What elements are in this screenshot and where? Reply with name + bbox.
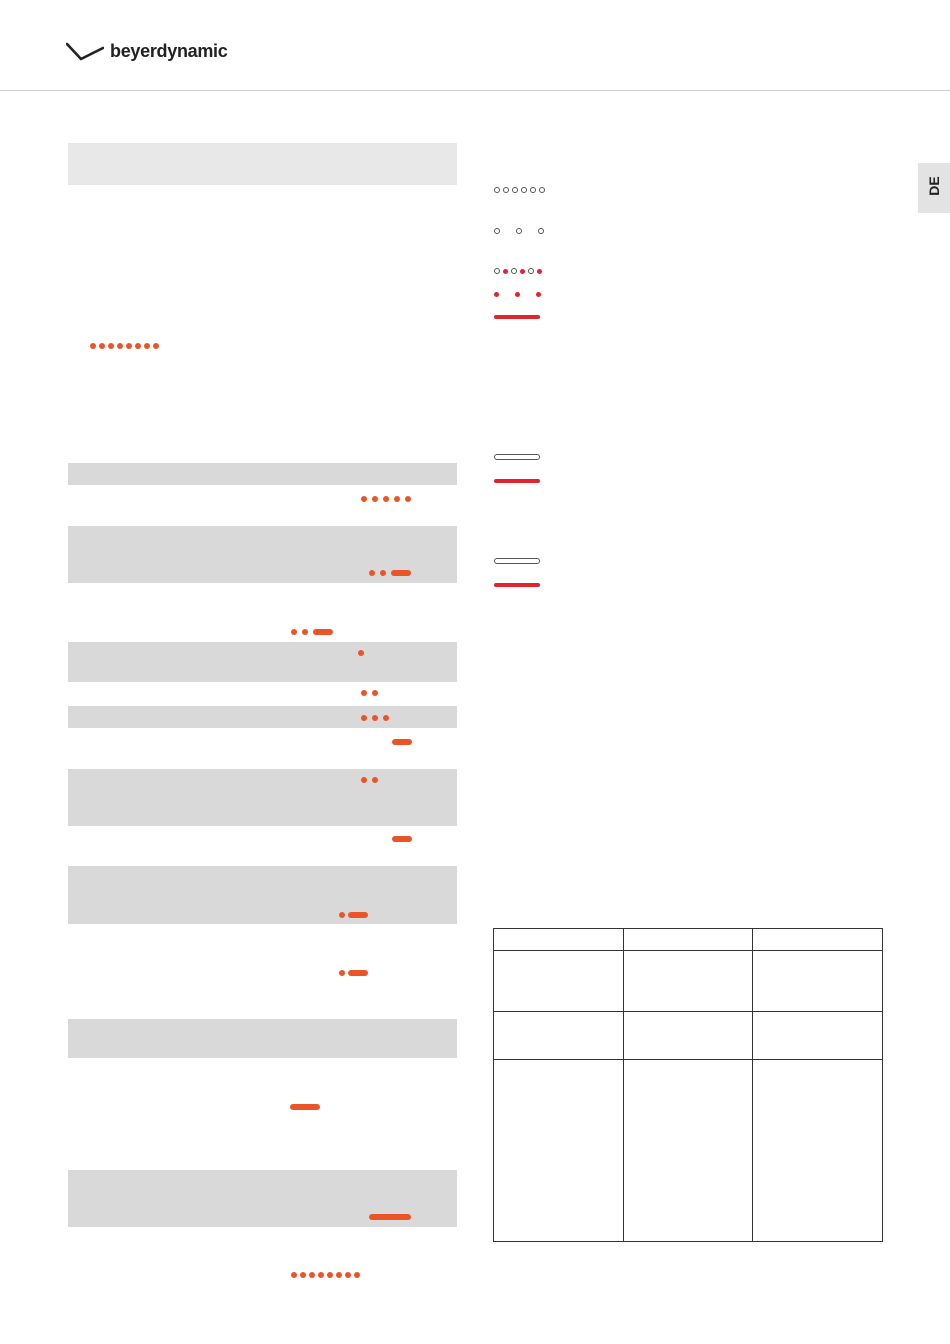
table-row	[494, 1060, 883, 1242]
table-cell	[494, 929, 624, 951]
table-row	[494, 929, 883, 951]
led-outline-dot	[512, 187, 518, 193]
led-dot	[354, 1272, 360, 1278]
led-outline-dot	[539, 187, 545, 193]
led-red-dot	[503, 269, 508, 274]
led-legend-solid-red-bar	[494, 479, 540, 483]
led-long	[392, 836, 412, 842]
led-legend-alternating-dots	[494, 268, 542, 274]
table-row-band	[68, 642, 457, 682]
led-dot	[372, 690, 378, 696]
led-pattern-row-12	[290, 1104, 320, 1110]
led-pattern-row-3	[291, 629, 333, 635]
led-outline-dot	[516, 228, 522, 234]
led-dot	[99, 343, 105, 349]
brand-name: beyerdynamic	[110, 41, 228, 61]
table-cell	[753, 1060, 883, 1242]
table-cell	[753, 929, 883, 951]
led-dot	[372, 715, 378, 721]
led-pattern-row-10	[339, 912, 368, 918]
table-cell	[623, 1012, 753, 1060]
led-dot	[327, 1272, 333, 1278]
table-cell	[623, 929, 753, 951]
led-legend-spaced-outline-dots	[494, 228, 544, 234]
led-dot	[300, 1272, 306, 1278]
led-dot	[361, 777, 367, 783]
table-row-band	[68, 769, 457, 826]
led-dot	[318, 1272, 324, 1278]
table-cell	[494, 1060, 624, 1242]
led-pattern-row-13	[369, 1214, 411, 1220]
led-dot	[117, 343, 123, 349]
table-row-band	[68, 866, 457, 924]
led-legend-solid-red-bar	[494, 583, 540, 587]
led-red-dot	[537, 269, 542, 274]
led-dot	[144, 343, 150, 349]
led-red-dot	[494, 292, 499, 297]
led-pattern-row-11	[339, 970, 368, 976]
led-dot	[405, 496, 411, 502]
led-dot	[126, 343, 132, 349]
table-row	[494, 951, 883, 1012]
led-legend-solid-red-bar	[494, 315, 540, 319]
table-cell	[623, 1060, 753, 1242]
led-extra-long	[369, 1214, 411, 1220]
led-dot	[135, 343, 141, 349]
section-heading-band	[68, 143, 457, 185]
led-dot	[336, 1272, 342, 1278]
language-tab-label: DE	[926, 176, 942, 196]
table-cell	[494, 1012, 624, 1060]
led-red-dot	[515, 292, 520, 297]
led-outline-dot	[503, 187, 509, 193]
led-pattern-row-8	[361, 777, 378, 783]
led-legend-spaced-red-dots	[494, 292, 541, 297]
led-dot	[383, 496, 389, 502]
led-pattern-row-9	[392, 836, 412, 842]
led-pattern-row-6	[361, 715, 389, 721]
led-outline-dot	[528, 268, 534, 274]
led-pattern-row-5	[361, 690, 378, 696]
led-dot	[361, 690, 367, 696]
led-legend-outline-dots	[494, 187, 545, 193]
led-pattern-row-4	[358, 650, 364, 656]
led-dot	[339, 970, 345, 976]
led-outline-dot	[538, 228, 544, 234]
led-dot	[372, 496, 378, 502]
led-dot	[358, 650, 364, 656]
led-long	[313, 629, 333, 635]
table-cell	[623, 951, 753, 1012]
led-dot	[369, 570, 375, 576]
led-dot	[309, 1272, 315, 1278]
table-cell	[753, 1012, 883, 1060]
led-dot	[345, 1272, 351, 1278]
led-pattern-row-1	[361, 496, 411, 502]
led-dot	[339, 912, 345, 918]
led-long	[290, 1104, 320, 1110]
table-cell	[753, 951, 883, 1012]
led-legend-outline-bar	[494, 454, 540, 460]
led-outline-dot	[494, 228, 500, 234]
led-dot	[361, 496, 367, 502]
led-dot	[361, 715, 367, 721]
led-red-dot	[536, 292, 541, 297]
table-row-band	[68, 706, 457, 728]
led-dot	[108, 343, 114, 349]
led-dot	[90, 343, 96, 349]
led-pattern-intro	[90, 343, 159, 349]
led-pattern-row-7	[392, 739, 412, 745]
led-long	[348, 970, 368, 976]
led-dot	[153, 343, 159, 349]
led-dot	[291, 1272, 297, 1278]
table-header-band	[68, 463, 457, 485]
language-tab	[918, 163, 950, 213]
led-dot	[302, 629, 308, 635]
table-row	[494, 1012, 883, 1060]
led-dot	[291, 629, 297, 635]
table-row-band	[68, 1019, 457, 1058]
led-outline-dot	[511, 268, 517, 274]
led-long	[392, 739, 412, 745]
led-dot	[372, 777, 378, 783]
table-cell	[494, 951, 624, 1012]
spec-table	[493, 928, 883, 1242]
led-outline-dot	[494, 187, 500, 193]
led-pattern-row-14	[291, 1272, 360, 1278]
beyerdynamic-logo-icon	[66, 42, 104, 67]
led-outline-dot	[530, 187, 536, 193]
led-red-dot	[520, 269, 525, 274]
led-outline-dot	[521, 187, 527, 193]
led-dot	[380, 570, 386, 576]
led-legend-outline-bar	[494, 558, 540, 564]
led-dot	[394, 496, 400, 502]
led-dot	[383, 715, 389, 721]
led-pattern-row-2	[369, 570, 411, 576]
led-long	[348, 912, 368, 918]
led-outline-dot	[494, 268, 500, 274]
led-long	[391, 570, 411, 576]
